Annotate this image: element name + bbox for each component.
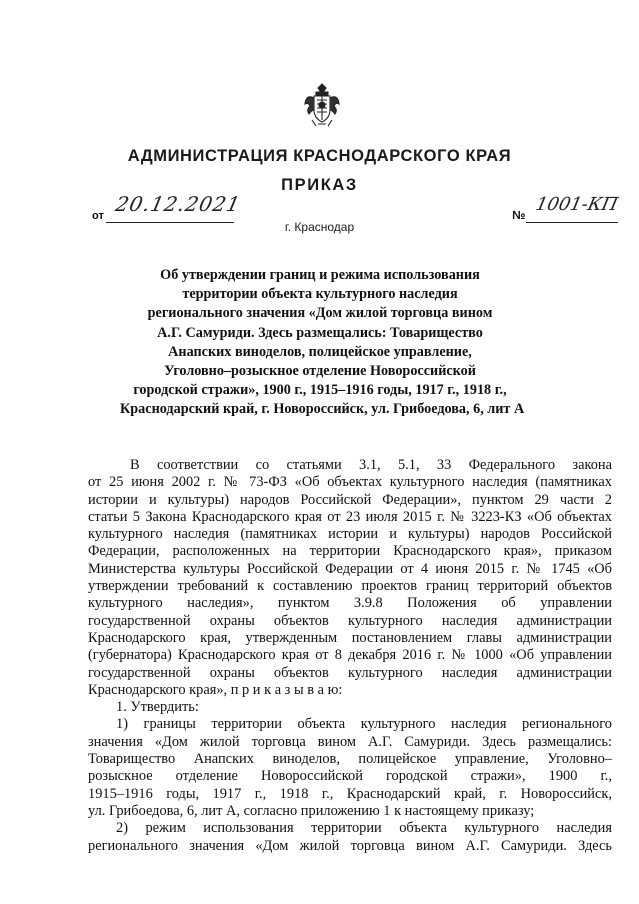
body-line: В соответствии со статьями 3.1, 5.1, 33 Федерального закона bbox=[130, 457, 612, 473]
body-line: статьи 5 Закона Краснодарского края от 23 июля 2015 г. № 3223-КЗ «Об объектах bbox=[88, 508, 612, 525]
body-line: культурного наследия», пунктом 3.9.8 Положения об управлении bbox=[88, 595, 612, 612]
coat-of-arms-icon bbox=[302, 82, 342, 128]
date-label: от bbox=[92, 210, 104, 222]
title-line: Об утверждении границ и режима использования bbox=[160, 267, 480, 283]
number-label: № bbox=[512, 208, 526, 222]
body-line: Краснодарского края», п р и к а з ы в а ю: bbox=[88, 681, 343, 698]
title-line: территории объекта культурного наследия bbox=[182, 286, 458, 303]
title-line: Краснодарский край, г. Новороссийск, ул. Грибоедова, 6, лит А bbox=[120, 401, 525, 418]
body-line: 2) режим использования территории объекта культурного наследия bbox=[116, 820, 612, 837]
city-name: г. Краснодар bbox=[284, 220, 355, 234]
body-line: от 25 июня 2002 г. № 73-ФЗ «Об объектах культурного наследия (памятниках bbox=[88, 474, 612, 491]
document-body bbox=[88, 457, 612, 855]
body-line: (губернатора) Краснодарского края от 8 декабря 2016 г. № 1000 «Об управлении bbox=[88, 647, 612, 664]
body-line: розыскное отделение Новороссийской городской стражи», 1900 г., bbox=[88, 768, 612, 785]
body-line: государственной охраны объектов культурного наследия администрации bbox=[88, 612, 612, 629]
body-line: Федерации, расположенных на территории Краснодарского края», приказом bbox=[88, 543, 612, 560]
body-line: государственной охраны объектов культурного наследия администрации bbox=[88, 664, 612, 681]
body-line: регионального значения «Дом жилой торговца вином А.Г. Самуриди. Здесь bbox=[88, 837, 612, 854]
body-line: значения «Дом жилой торговца вином А.Г. Самуриди. Здесь размещались: bbox=[88, 733, 612, 750]
body-line: 1915–1916 годы, 1917 г., 1918 г., Краснодарский край, г. Новороссийск, bbox=[88, 785, 612, 802]
title-line: А.Г. Самуриди. Здесь размещались: Товарищество bbox=[157, 324, 483, 341]
body-line: истории и культуры) народов Российской Федерации», пунктом 29 части 2 bbox=[88, 491, 612, 508]
document-number: 1001-КП bbox=[533, 194, 620, 215]
document-type: ПРИКАЗ bbox=[281, 176, 358, 194]
organization-name: АДМИНИСТРАЦИЯ КРАСНОДАРСКОГО КРАЯ bbox=[127, 147, 512, 165]
body-line: 1. Утвердить: bbox=[116, 699, 199, 716]
title-line: Анапских виноделов, полицейское управление, bbox=[168, 343, 472, 360]
body-line: 1) границы территории объекта культурного наследия регионального bbox=[116, 716, 612, 733]
body-line: культурного наследия (памятниках истории и культуры) народов Российской bbox=[88, 526, 612, 543]
body-line: Министерства культуры Российской Федерации от 4 июня 2015 г. № 1745 «Об bbox=[88, 560, 612, 577]
title-line: регионального значения «Дом жилой торговца вином bbox=[147, 305, 493, 322]
body-line: утверждении требований к составлению проектов границ территорий объектов bbox=[88, 578, 612, 595]
body-line: ул. Грибоедова, 6, лит А, согласно приложению 1 к настоящему приказу; bbox=[88, 802, 535, 819]
body-line: Товарищество Анапских виноделов, полицейское управление, Уголовно– bbox=[88, 751, 612, 768]
body-line: Краснодарского края, утвержденным постановлением главы администрации bbox=[88, 629, 612, 646]
title-line: Уголовно–розыскное отделение Новороссийской bbox=[164, 363, 476, 380]
title-line: городской стражи», 1900 г., 1915–1916 годы, 1917 г., 1918 г., bbox=[133, 382, 507, 399]
document-title bbox=[120, 266, 525, 420]
date-value: 20.12.2021 bbox=[113, 192, 244, 216]
